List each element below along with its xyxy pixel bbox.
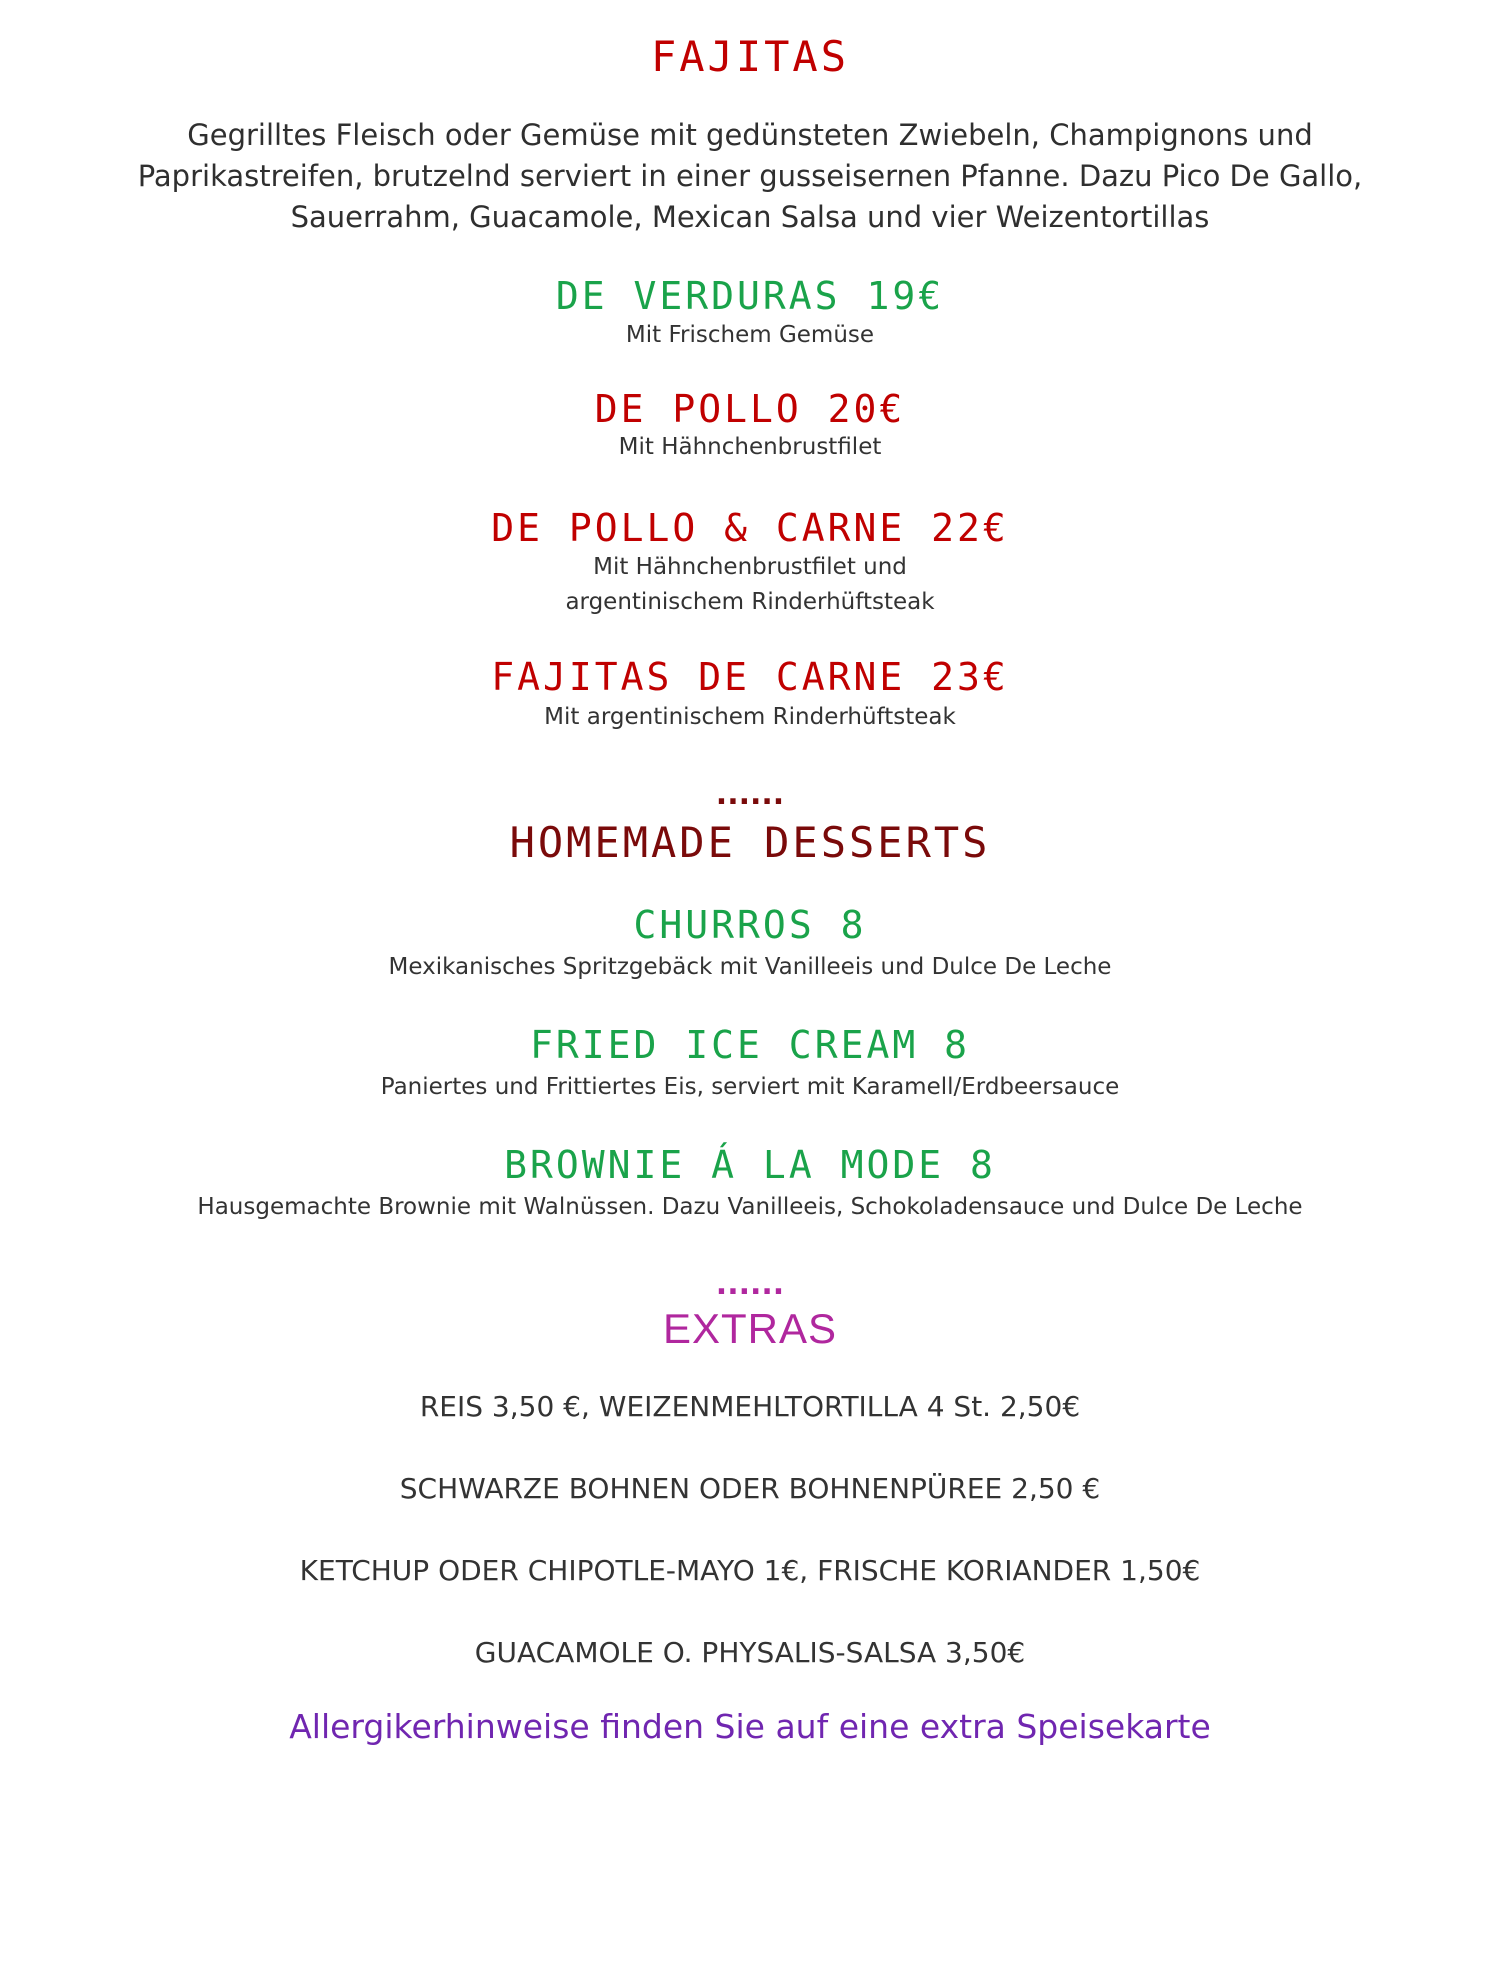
extras-line: KETCHUP ODER CHIPOTLE-MAYO 1€, FRISCHE KORIANDER 1,50€ [299,1554,1201,1587]
fajitas-title: FAJITAS [650,32,849,81]
menu-item-desc: Hausgemachte Brownie mit Walnüssen. Dazu Vanilleeis, Schokoladensauce und Dulce De Leche [197,1194,1303,1220]
menu-item-name: DE POLLO 20€ [594,387,906,431]
extras-line: SCHWARZE BOHNEN ODER BOHNENPÜREE 2,50 € [399,1472,1101,1505]
menu-item-desc: Mit Hähnchenbrustfilet [618,434,882,460]
fajitas-intro-line: Gegrilltes Fleisch oder Gemüse mit gedünsteten Zwiebeln, Champignons und [187,118,1313,152]
menu-item-name: DE VERDURAS 19€ [555,274,945,318]
separator-dots: ...... [715,777,785,812]
extras-title: EXTRAS [662,1305,838,1352]
menu-item-desc: Mit Frischem Gemüse [625,322,875,348]
desserts-title: HOMEMADE DESSERTS [509,818,991,867]
menu-item-desc: Mexikanisches Spritzgebäck mit Vanilleeis und Dulce De Leche [388,954,1112,980]
menu-item-desc [0,550,1500,620]
menu-item-name: FRIED ICE CREAM 8 [530,1023,970,1067]
menu-item-desc: Mit argentinischem Rinderhüftsteak [544,704,956,730]
fajitas-intro-line: Sauerrahm, Guacamole, Mexican Salsa und vier Weizentortillas [290,200,1210,234]
menu-item-desc-line: Mit Hähnchenbrustfilet und [593,554,907,580]
menu-item-name: FAJITAS DE CARNE 23€ [491,655,1009,699]
allergy-note: Allergikerhinweise finden Sie auf eine extra Speisekarte [289,1707,1211,1746]
menu-item-name: DE POLLO & CARNE 22€ [491,506,1009,550]
fajitas-intro [0,115,1500,238]
fajitas-intro-line: Paprikastreifen, brutzelnd serviert in einer gusseisernen Pfanne. Dazu Pico De Gallo, [137,159,1363,193]
separator-dots: ...... [715,1267,785,1302]
extras-line: REIS 3,50 €, WEIZENMEHLTORTILLA 4 St. 2,50€ [419,1390,1081,1423]
menu-item-desc-line: argentinischem Rinderhüftsteak [565,589,935,615]
menu-item-name: CHURROS 8 [633,903,867,947]
extras-line: GUACAMOLE O. PHYSALIS-SALSA 3,50€ [474,1636,1026,1669]
menu-item-desc: Paniertes und Frittiertes Eis, serviert mit Karamell/Erdbeersauce [380,1074,1120,1100]
menu-item-name: BROWNIE Á LA MODE 8 [504,1143,996,1187]
